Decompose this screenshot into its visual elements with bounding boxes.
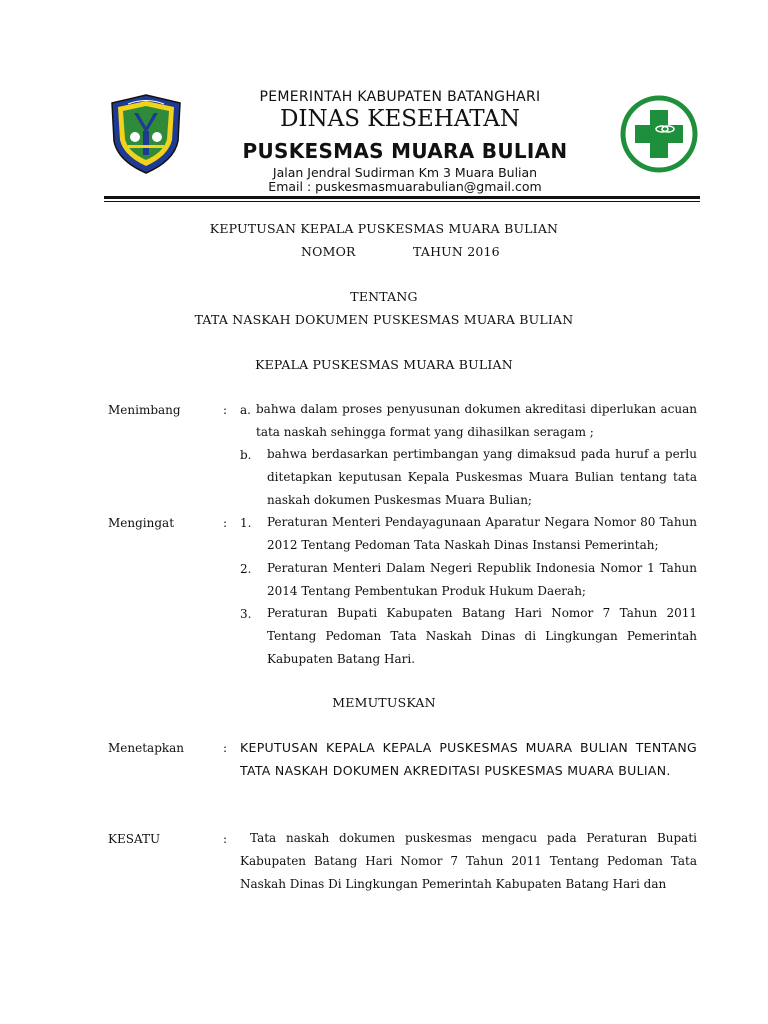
mengingat-label: Mengingat	[108, 516, 175, 530]
facility-address: Jalan Jendral Sudirman Km 3 Muara Bulian	[272, 165, 538, 180]
decree-title: KEPUTUSAN KEPALA PUSKESMAS MUARA BULIAN	[209, 221, 559, 236]
mengingat-item-2: Peraturan Menteri Dalam Negeri Republik Indonesia Nomor 1 Tahun 2014 Tentang Pembentukan Produk Hukum Daerah;	[267, 561, 697, 598]
government-name: PEMERINTAH KABUPATEN BATANGHARI	[259, 89, 541, 105]
department-name: DINAS KESEHATAN	[279, 106, 521, 132]
mengingat-marker-1: 1.	[240, 516, 252, 530]
mengingat-colon: :	[223, 516, 228, 530]
menimbang-marker-a: a.	[240, 403, 251, 417]
menetapkan-label: Menetapkan	[108, 741, 185, 755]
menimbang-item-a	[256, 398, 697, 444]
menetapkan-colon: :	[223, 741, 228, 755]
mengingat-item-3: Peraturan Bupati Kabupaten Batang Hari Nomor 7 Tahun 2011 Tentang Pedoman Tata Naskah Dinas di Lingkungan Pemerintah Kabupaten Batang Hari.	[267, 606, 697, 666]
letterhead-divider-thick	[104, 196, 700, 199]
tentang-heading: TENTANG	[350, 289, 418, 304]
mengingat-marker-3: 3.	[240, 607, 252, 621]
facility-name: PUSKESMAS MUARA BULIAN	[242, 139, 568, 163]
menetapkan-text: KEPUTUSAN KEPALA KEPALA PUSKESMAS MUARA BULIAN TENTANG TATA NASKAH DOKUMEN AKREDITASI PUSKESMAS MUARA BULIAN.	[240, 740, 697, 778]
menimbang-colon: :	[223, 403, 228, 417]
decree-subject: TATA NASKAH DOKUMEN PUSKESMAS MUARA BULIAN	[194, 312, 574, 327]
memutuskan-heading: MEMUTUSKAN	[332, 695, 436, 710]
decree-number-label: NOMOR	[301, 244, 356, 259]
facility-email: Email : puskesmasmuarabulian@gmail.com	[268, 179, 542, 194]
menimbang-marker-b: b.	[240, 448, 252, 462]
mengingat-item-1: Peraturan Menteri Pendayagunaan Aparatur Negara Nomor 80 Tahun 2012 Tentang Pedoman Tata Naskah Dinas Instansi Pemerintah;	[267, 515, 697, 552]
menimbang-item-a-text: bahwa dalam proses penyusunan dokumen akreditasi diperlukan acuan tata naskah sehingga format yang dihasilkan seragam ;	[256, 402, 697, 439]
letterhead-divider-thin	[104, 201, 700, 202]
mengingat-marker-2: 2.	[240, 562, 252, 576]
decree-authority: KEPALA PUSKESMAS MUARA BULIAN	[255, 357, 513, 372]
menimbang-label: Menimbang	[108, 403, 181, 417]
decree-year: TAHUN 2016	[413, 244, 500, 259]
kesatu-text: Tata naskah dokumen puskesmas mengacu pada Peraturan Bupati Kabupaten Batang Hari Nomor 7 Tahun 2011 Tentang Pedoman Tata Naskah Dinas Di Lingkungan Pemerintah Kabupaten Batang Hari dan	[240, 831, 697, 891]
kesatu-label: KESATU	[108, 832, 161, 846]
kesatu-colon: :	[223, 832, 228, 846]
menimbang-item-b: bahwa berdasarkan pertimbangan yang dimaksud pada huruf a perlu ditetapkan keputusan Kepala Puskesmas Muara Bulian tentang tata naskah dokumen Puskesmas Muara Bulian;	[267, 447, 697, 507]
